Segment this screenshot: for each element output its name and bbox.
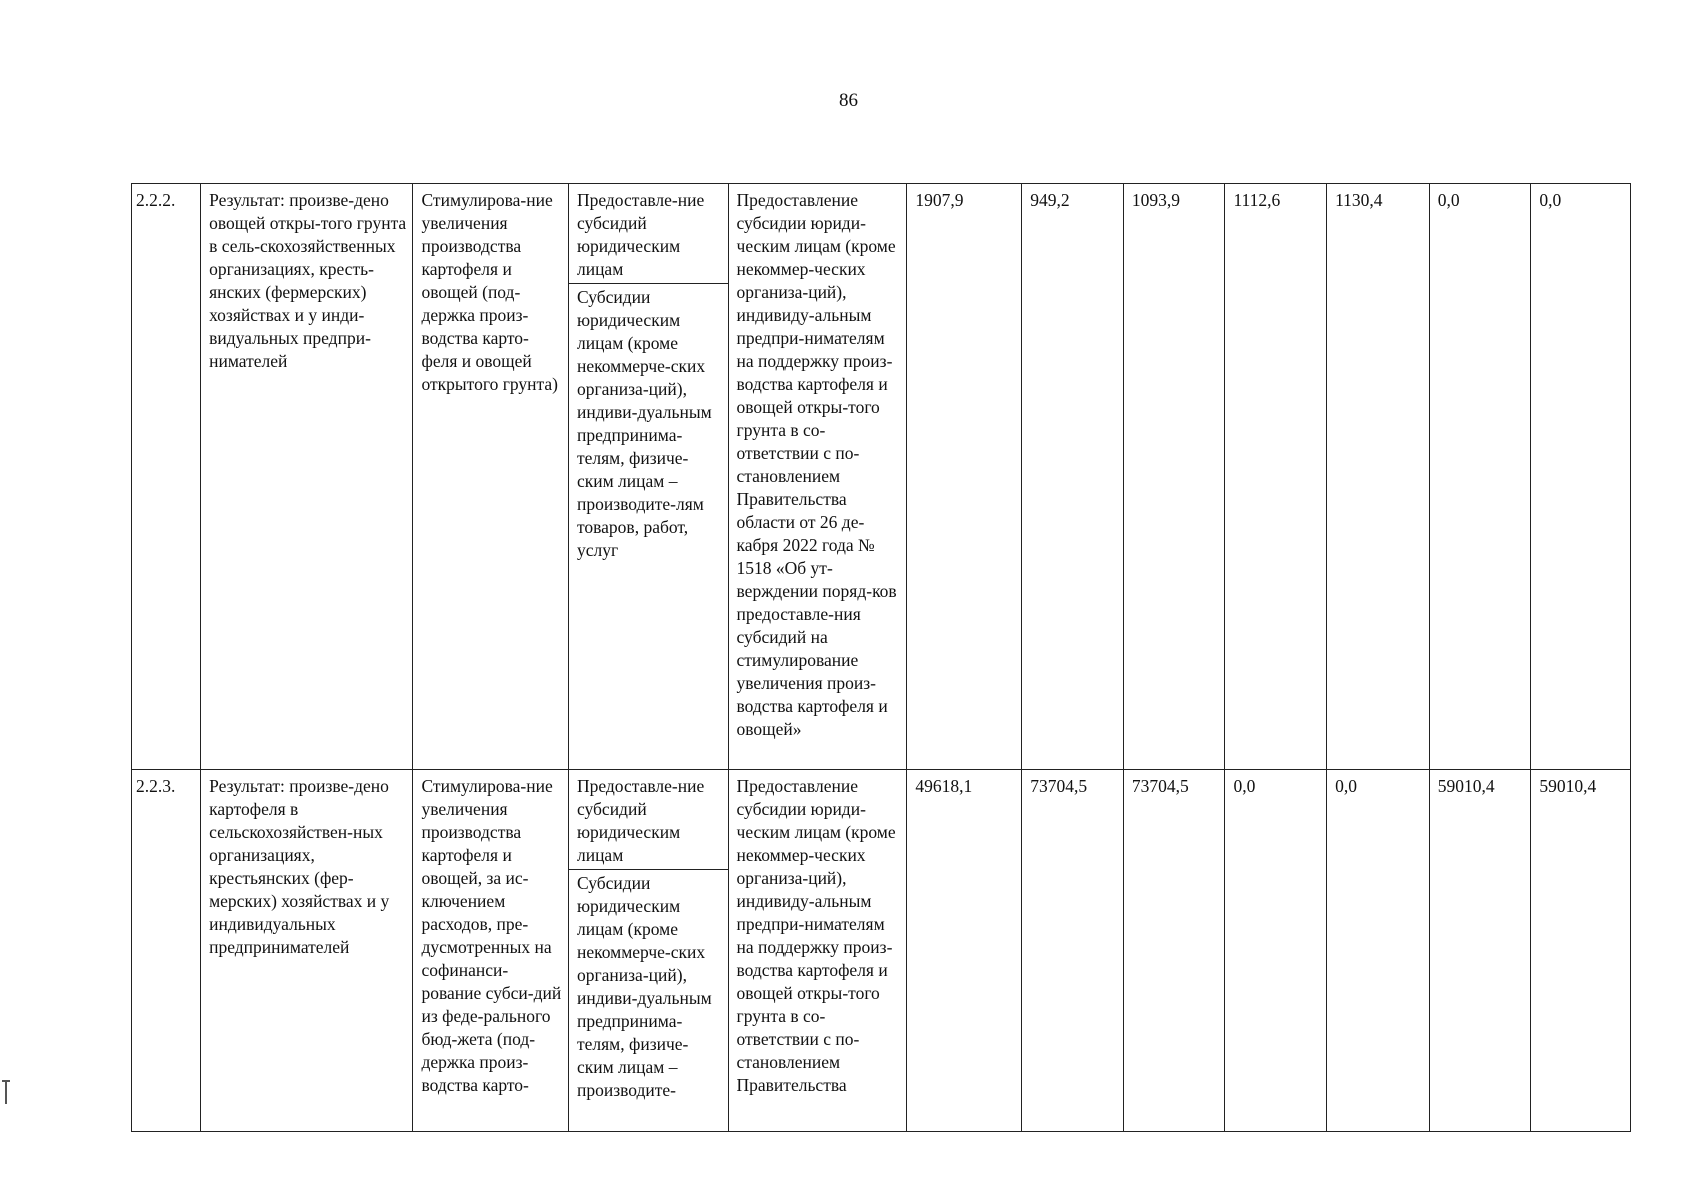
direction-cell: [568, 770, 728, 1132]
direction-cell: [568, 184, 728, 770]
value-cell: 59010,4: [1531, 770, 1631, 1132]
value-cell: 1130,4: [1327, 184, 1430, 770]
page-number: 86: [839, 90, 858, 111]
value-cell: 1093,9: [1123, 184, 1225, 770]
row-number: 2.2.2.: [132, 184, 201, 770]
value-cell: 0,0: [1327, 770, 1430, 1132]
direction-subtype: Субсидии юридическим лицам (кроме некоммерче-ских организа-ций), индиви-дуальным предпринима-телям, физиче-ским лицам – производите-лям товаров, работ, услуг: [576, 287, 712, 560]
value-cell: 1112,6: [1225, 184, 1327, 770]
result-cell: Результат: произве-дено овощей откры-того грунта в сель-скохозяйственных организациях, кресть-янских (фермерских) хозяйствах и у инди-видуальных предпри-нимателей: [201, 184, 413, 770]
value-cell: 73704,5: [1022, 770, 1124, 1132]
table-row: [132, 184, 1631, 770]
value-cell: 949,2: [1022, 184, 1124, 770]
value-cell: 49618,1: [907, 770, 1022, 1132]
table-row: [132, 770, 1631, 1132]
value-cell: 0,0: [1429, 184, 1531, 770]
value-cell: 1907,9: [907, 184, 1022, 770]
basis-cell: Предоставление субсидии юриди-ческим лицам (кроме некоммер-ческих организа-ций), индивиду-альным предпри-нимателям на поддержку произ-водства картофеля и овощей откры-того грунта в со-ответствии с по-становлением Правительства области от 26 де-кабря 2022 года № 1518 «Об ут-верждении поряд-ков предоставле-ния субсидий на стимулирование увеличения произ-водства картофеля и овощей»: [728, 184, 907, 770]
result-cell: Результат: произве-дено картофеля в сельскохозяйствен-ных организациях, крестьянских (фер-мерских) хозяйствах и у индивидуальных предпринимателей: [201, 770, 413, 1132]
value-cell: 0,0: [1225, 770, 1327, 1132]
event-cell: Стимулирова-ние увеличения производства картофеля и овощей (под-держка произ-водства карто-феля и овощей открытого грунта): [413, 184, 568, 770]
basis-cell: Предоставление субсидии юриди-ческим лицам (кроме некоммер-ческих организа-ций), индивиду-альным предпри-нимателям на поддержку произ-водства картофеля и овощей откры-того грунта в со-ответствии с по-становлением Правительства: [728, 770, 907, 1132]
scan-artifact: [5, 1082, 7, 1104]
value-cell: 59010,4: [1429, 770, 1531, 1132]
row-number: 2.2.3.: [132, 770, 201, 1132]
direction-subtype: Субсидии юридическим лицам (кроме некоммерче-ских организа-ций), индиви-дуальным предпринима-телям, физиче-ским лицам – производите-: [576, 873, 712, 1100]
direction-type: Предоставле-ние субсидий юридическим лицам: [569, 184, 728, 284]
value-cell: 0,0: [1531, 184, 1631, 770]
direction-type: Предоставле-ние субсидий юридическим лицам: [569, 770, 728, 870]
event-cell: Стимулирова-ние увеличения производства картофеля и овощей, за ис-ключением расходов, пре-дусмотренных на софинанси-рование субси-дий из феде-рального бюд-жета (под-держка произ-водства карто-: [413, 770, 568, 1132]
value-cell: 73704,5: [1123, 770, 1225, 1132]
program-table: [131, 183, 1631, 1132]
